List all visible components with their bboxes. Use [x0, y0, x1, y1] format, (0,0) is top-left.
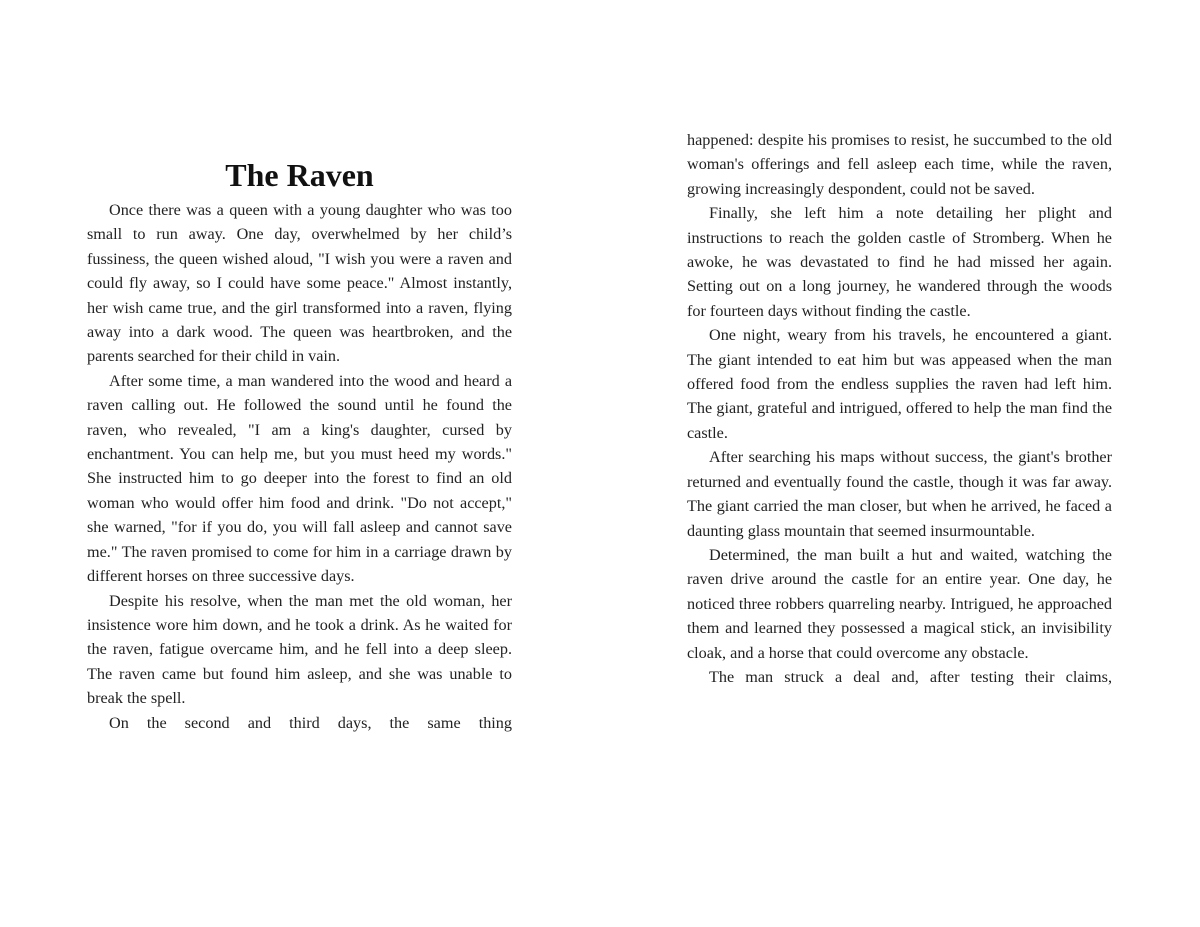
left-page: [87, 152, 512, 735]
paragraph: One night, weary from his travels, he encountered a giant. The giant intended to eat him but was appeased when the man offered food from the endless supplies the raven had left him. The giant, grateful and intrigued, offered to help the man find the castle.: [687, 326, 1112, 442]
paragraph: Despite his resolve, when the man met the old woman, her insistence wore him down, and he took a drink. As he waited for the raven, fatigue overcame him, and he fell into a deep sleep. The raven came but found him asleep, and she was unable to break the spell.: [87, 591, 512, 708]
paragraph: Determined, the man built a hut and waited, watching the raven drive around the castle for an entire year. One day, he noticed three robbers quarreling nearby. Intrigued, he approached them and learned they possessed a magical stick, an invisibility cloak, and a horse that could overcome any obstacle.: [687, 545, 1112, 662]
paragraph: On the second and third days, the same thing: [109, 713, 512, 732]
paragraph: Once there was a queen with a young daughter who was too small to run away. One day, overwhelmed by her child’s fussiness, the queen wished aloud, "I wish you were a raven and could fly away, so I could have some peace." Almost instantly, her wish came true, and the girl transformed into a raven, flying away into a dark wood. The queen was heartbroken, and the parents searched for their child in vain.: [87, 201, 512, 366]
paragraph: Finally, she left him a note detailing her plight and instructions to reach the golden castle of Stromberg. When he awoke, he was devastated to find he had missed her again. Setting out on a long journey, he wandered through the woods for fourteen days without finding the castle.: [687, 204, 1112, 320]
paragraph: happened: despite his promises to resist, he succumbed to the old woman's offerings and fell asleep each time, while the raven, growing increasingly despondent, could not be saved.: [687, 131, 1112, 198]
paragraph: After some time, a man wandered into the wood and heard a raven calling out. He followed the sound until he found the raven, who revealed, "I am a king's daughter, cursed by enchantment. You can help me, but you must heed my words." She instructed him to go deeper into the forest to find an old woman who would offer him food and drink. "Do not accept," she warned, "for if you do, you will fall asleep and cannot save me." The raven promised to come for him in a carriage drawn by different horses on three successive days.: [87, 371, 512, 586]
paragraph: After searching his maps without success, the giant's brother returned and eventually found the castle, though it was far away. The giant carried the man closer, but when he arrived, he faced a daunting glass mountain that seemed insurmountable.: [687, 448, 1112, 540]
story-title: The Raven: [225, 157, 374, 193]
right-page: [687, 128, 1112, 689]
paragraph: The man struck a deal and, after testing their claims,: [709, 667, 1112, 686]
